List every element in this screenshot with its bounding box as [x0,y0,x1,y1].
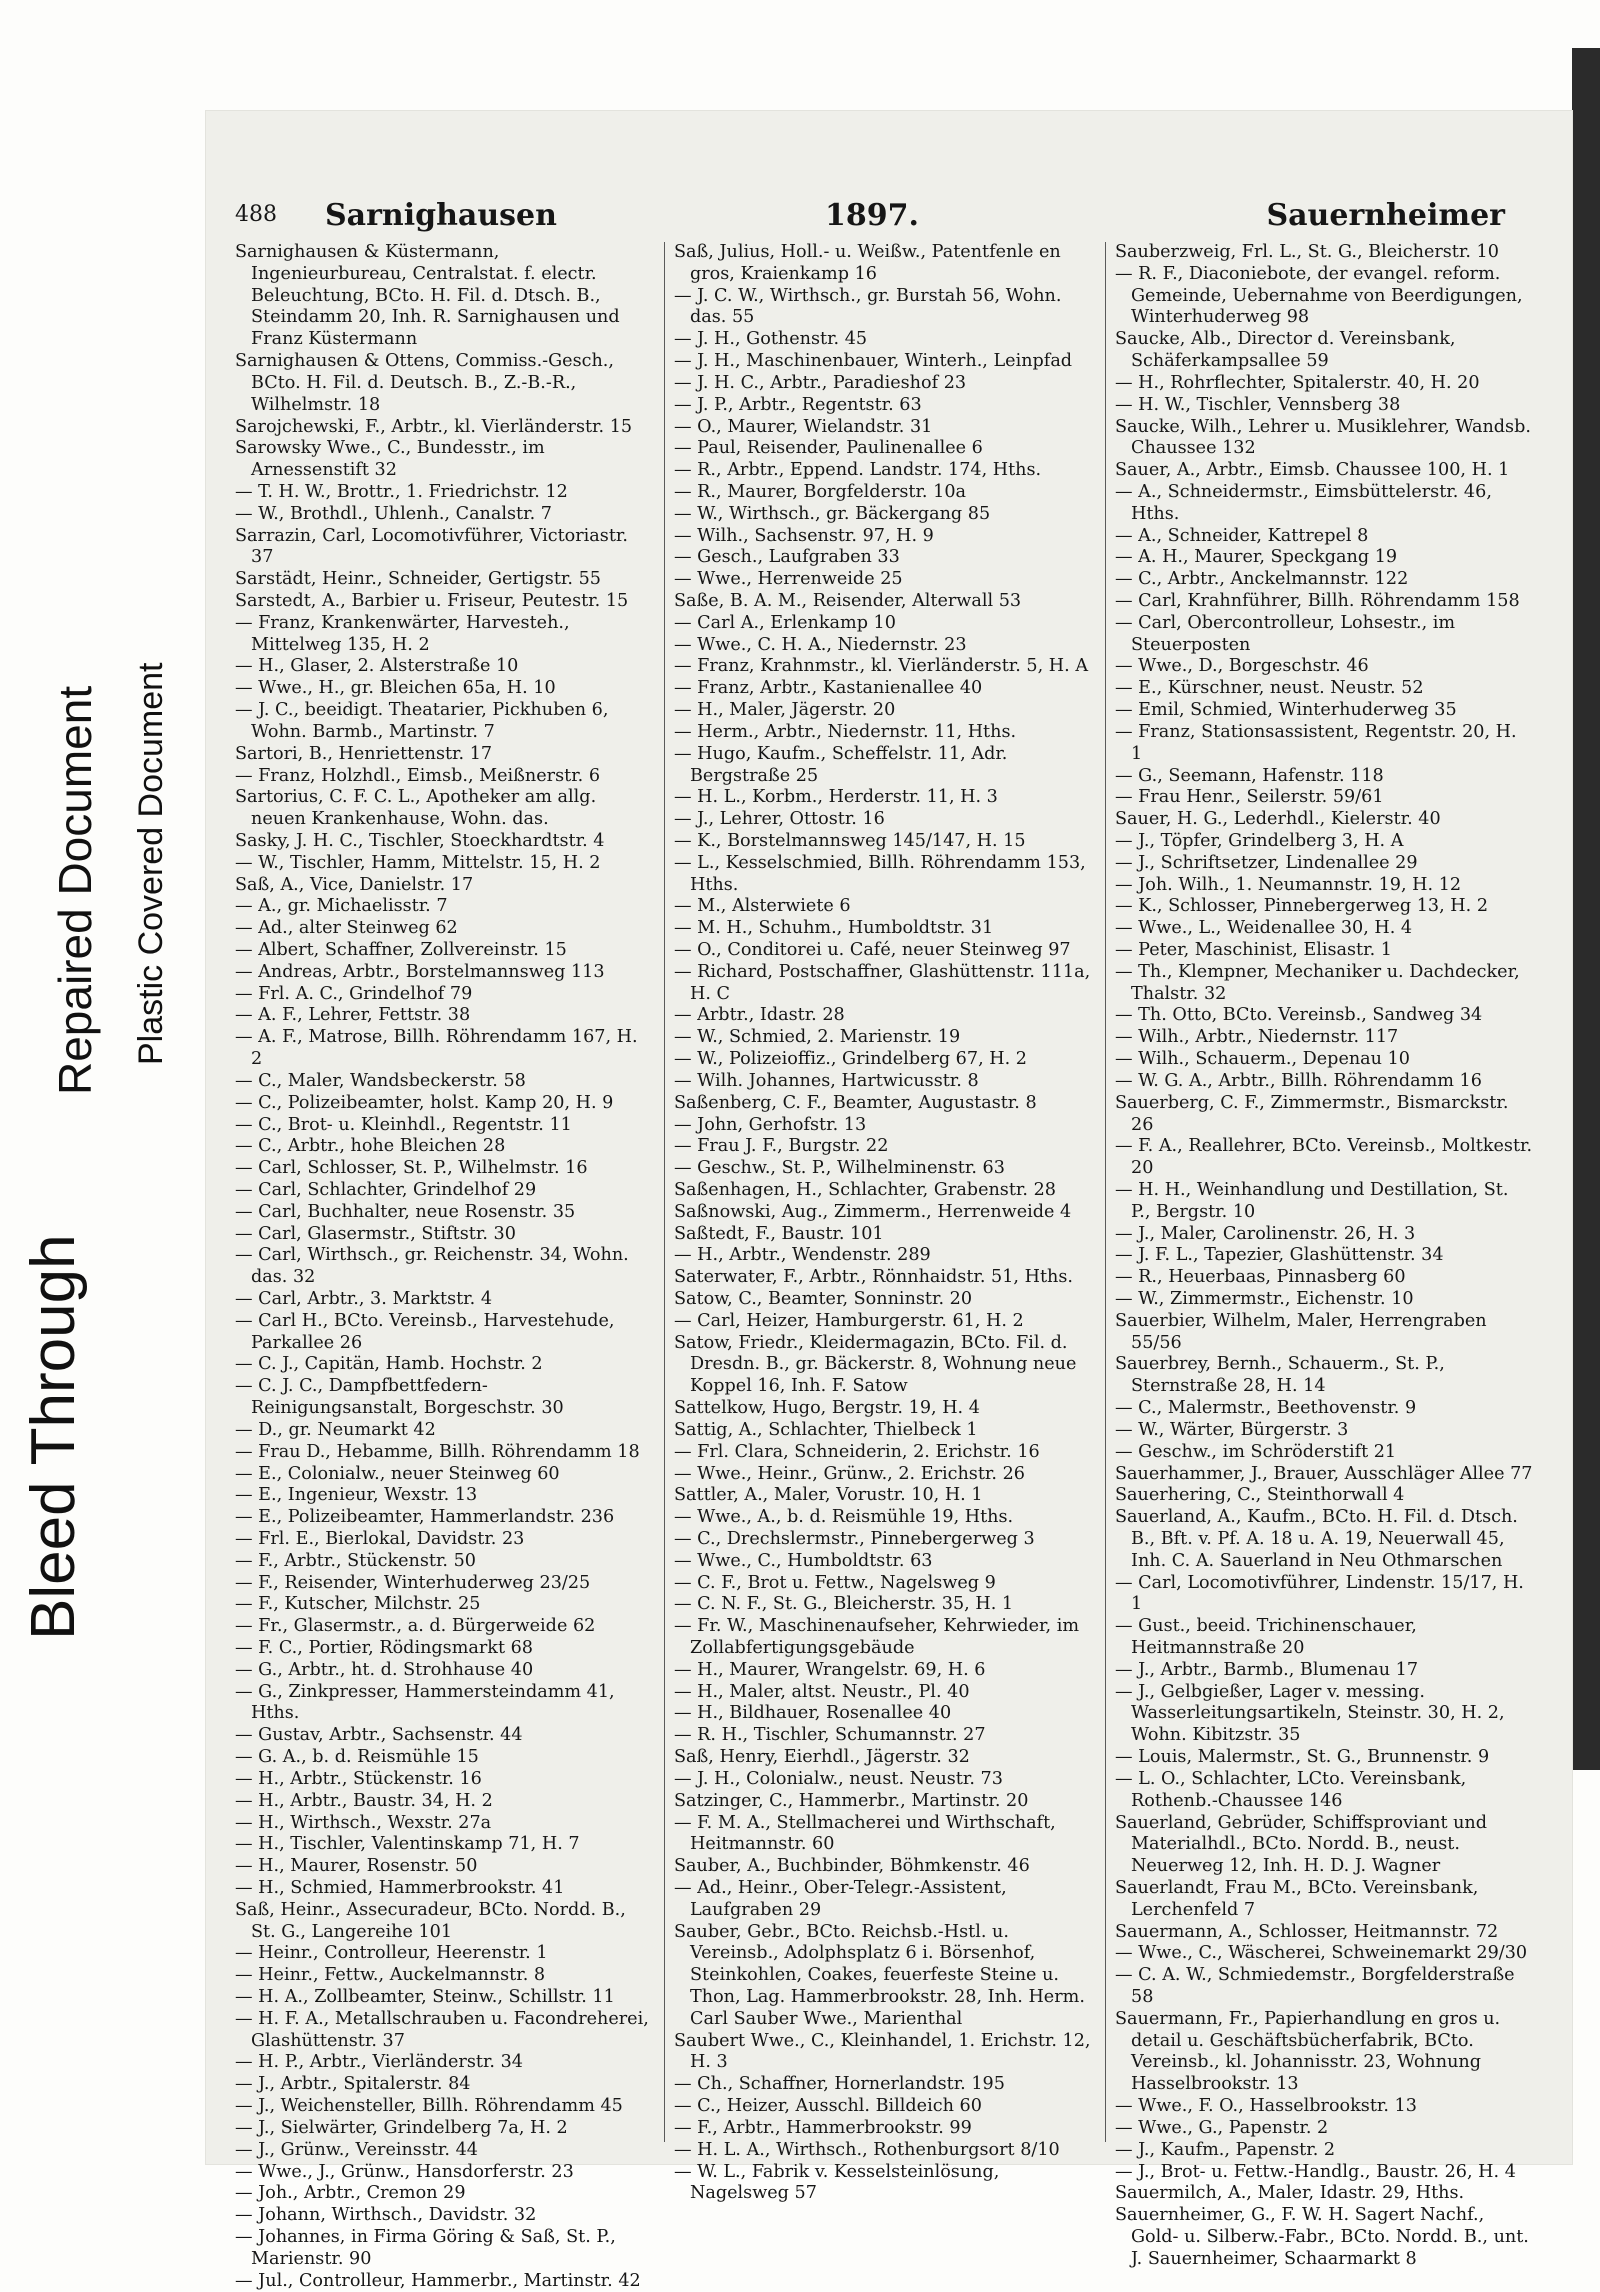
directory-entry: Saße, B. A. M., Reisender, Alterwall 53 [674,591,1022,611]
directory-entry: — C. N. F., St. G., Bleicherstr. 35, H. 1 [674,1594,1014,1615]
directory-entry: — W., Tischler, Hamm, Mittelstr. 15, H. 2 [235,852,601,873]
directory-entry: — Ad., alter Steinweg 62 [235,918,458,939]
directory-entry: — H. F. A., Metallschrauben u. Facondreherei, Glashüttenstr. 37 [235,2008,649,2051]
column-1 [235,242,653,2291]
directory-entry: — C. A. W., Schmiedemstr., Borgfelderstraße 58 [1115,1965,1515,2007]
directory-entry: — Peter, Maschinist, Elisastr. 1 [1115,940,1392,960]
directory-entry: — Carl A., Erlenkamp 10 [674,612,896,633]
directory-entry: — H., Maurer, Rosenstr. 50 [235,1856,478,1877]
directory-entry: Sauermilch, A., Maler, Idastr. 29, Hths. [1115,2183,1465,2204]
directory-entry: Sartori, B., Henriettenstr. 17 [235,743,493,764]
directory-entry: — A. F., Lehrer, Fettstr. 38 [235,1005,471,1026]
directory-entry: — Emil, Schmied, Winterhuderweg 35 [1115,700,1457,721]
directory-entry: — Wwe., H., gr. Bleichen 65a, H. 10 [235,678,556,699]
directory-entry: — F., Reisender, Winterhuderweg 23/25 [235,1572,591,1593]
directory-entry: — J., Sielwärter, Grindelberg 7a, H. 2 [235,2117,568,2138]
directory-entry: Saßnowski, Aug., Zimmerm., Herrenweide 4 [674,1201,1072,1222]
column-divider [664,242,665,2142]
directory-entry: — Louis, Malermstr., St. G., Brunnenstr. 9 [1115,1747,1490,1768]
right-edge-bar [1572,48,1600,1770]
directory-entry: — G., Arbtr., ht. d. Strohhause 40 [235,1659,534,1680]
directory-entry: — J., Töpfer, Grindelberg 3, H. A [1115,830,1404,851]
directory-entry: Saß, Heinr., Assecuradeur, BCto. Nordd. B., St. G., Langereihe 101 [235,1899,626,1942]
directory-entry: — W., Schmied, 2. Marienstr. 19 [674,1027,961,1048]
directory-entry: Saterwater, F., Arbtr., Rönnhaidstr. 51, Hths. [674,1267,1073,1288]
directory-entry: — C., Arbtr., Anckelmannstr. 122 [1115,569,1409,590]
directory-entry: Sauerbrey, Bernh., Schauerm., St. P., Sternstraße 28, H. 14 [1115,1354,1445,1397]
directory-entry: — J. H. C., Arbtr., Paradieshof 23 [674,372,967,393]
directory-columns [235,242,1547,2291]
directory-entry: — J., Brot- u. Fettw.-Handlg., Baustr. 26, H. 4 [1115,2161,1516,2182]
directory-entry: Sauerland, A., Kaufm., BCto. H. Fil. d. Dtsch. B., Bft. v. Pf. A. 18 u. A. 19, Neuerwall 45, Inh. C. A. Sauerland in Neu Othmarschen [1115,1507,1518,1571]
directory-entry: — Franz, Holzhdl., Eimsb., Meißnerstr. 6 [235,765,601,786]
directory-entry: Saucke, Wilh., Lehrer u. Musiklehrer, Wandsb. Chaussee 132 [1115,416,1531,459]
directory-entry: Sauber, Gebr., BCto. Reichsb.-Hstl. u. Vereinsb., Adolphsplatz 6 i. Börsenhof, Steinkohlen, Coakes, feuerfeste Steine u. Thon, Lag. Hammerbrookstr. 28, Inh. Herm. Carl Sauber Wwe., Marienthal [674,1921,1085,2029]
directory-entry: — H. P., Arbtr., Vierländerstr. 34 [235,2052,523,2073]
directory-entry: — Geschw., St. P., Wilhelminenstr. 63 [674,1158,1005,1179]
directory-entry: — Wilh., Schauerm., Depenau 10 [1115,1049,1410,1070]
repaired-document-label: Repaired Document [49,685,101,1095]
directory-entry: — H., Tischler, Valentinskamp 71, H. 7 [235,1834,580,1855]
directory-entry: — Carl, Arbtr., 3. Marktstr. 4 [235,1289,493,1309]
directory-entry: — C. J., Capitän, Hamb. Hochstr. 2 [235,1354,543,1375]
directory-entry: — Frl. A. C., Grindelhof 79 [235,983,473,1004]
directory-entry: — Carl, Heizer, Hamburgerstr. 61, H. 2 [674,1310,1024,1331]
directory-entry: — O., Maurer, Wielandstr. 31 [674,416,933,437]
directory-entry: — Geschw., im Schröderstift 21 [1115,1441,1397,1462]
directory-entry: Sauberzweig, Frl. L., St. G., Bleicherstr. 10 [1115,242,1499,262]
directory-entry: — E., Ingenieur, Wexstr. 13 [235,1485,478,1506]
directory-entry: — Johannes, in Firma Göring & Saß, St. P., Marienstr. 90 [235,2226,616,2269]
directory-entry: — C., Polizeibeamter, holst. Kamp 20, H. 9 [235,1092,614,1113]
directory-entry: — Wwe., C., Wäscherei, Schweinemarkt 29/30 [1115,1943,1528,1964]
directory-entry: Sauerlandt, Frau M., BCto. Vereinsbank, Lerchenfeld 7 [1115,1877,1479,1920]
directory-entry: — Wilh., Arbtr., Niedernstr. 117 [1115,1027,1399,1048]
column-2 [674,242,1092,2204]
directory-entry: Saucke, Alb., Director d. Vereinsbank, Schäferkampsallee 59 [1115,329,1456,372]
directory-entry: — H., Arbtr., Wendenstr. 289 [674,1245,931,1266]
header-year: 1897. [825,198,919,233]
directory-entry: — Frl. E., Bierlokal, Davidstr. 23 [235,1528,525,1549]
directory-entry: Sauerhammer, J., Brauer, Ausschläger Allee 77 [1115,1463,1533,1484]
directory-entry: — H. L., Korbm., Herderstr. 11, H. 3 [674,787,998,808]
directory-entry: — A., gr. Michaelisstr. 7 [235,896,448,917]
column-3 [1115,242,1533,2269]
directory-entry: — A., Schneider, Kattrepel 8 [1115,525,1369,546]
header-left-name: Sarnighausen [325,198,557,233]
directory-entry: — H., Arbtr., Baustr. 34, H. 2 [235,1790,493,1811]
directory-entry: — Franz, Krahnmstr., kl. Vierländerstr. 5, H. A [674,656,1089,677]
directory-entry: Sauer, H. G., Lederhdl., Kielerstr. 40 [1115,809,1441,830]
directory-entry: — H., Schmied, Hammerbrookstr. 41 [235,1877,565,1898]
directory-entry: — H. A., Zollbeamter, Steinw., Schillstr. 11 [235,1987,615,2007]
directory-entry: — Wwe., C., Humboldtstr. 63 [674,1550,933,1571]
directory-entry: — Carl, Schlachter, Grindelhof 29 [235,1179,537,1200]
directory-entry: — Joh. Wilh., 1. Neumannstr. 19, H. 12 [1115,874,1462,895]
directory-entry: — H., Glaser, 2. Alsterstraße 10 [235,656,519,677]
directory-entry: Sattler, A., Maler, Vorustr. 10, H. 1 [674,1485,983,1506]
directory-entry: — H., Maler, Jägerstr. 20 [674,700,896,721]
directory-entry: Sauermann, Fr., Papierhandlung en gros u. detail u. Geschäftsbücherfabrik, BCto. Vereinsb., kl. Johannisstr. 23, Wohnung Hasselbrookstr. 13 [1115,2008,1501,2095]
plastic-covered-label: Plastic Covered Document [132,662,170,1065]
directory-entry: — Th. Otto, BCto. Vereinsb., Sandweg 34 [1115,1005,1483,1026]
directory-entry: — H., Rohrflechter, Spitalerstr. 40, H. 20 [1115,372,1480,393]
directory-entry: — J., Lehrer, Ottostr. 16 [674,809,885,830]
directory-entry: — W., Wärter, Bürgerstr. 3 [1115,1419,1349,1440]
directory-entry: Sarnighausen & Ottens, Commiss.-Gesch., BCto. H. Fil. d. Deutsch. B., Z.-B.-R., Wilhelmstr. 18 [235,351,614,415]
directory-entry: — O., Conditorei u. Café, neuer Steinweg 97 [674,940,1071,960]
directory-entry: — J., Kaufm., Papenstr. 2 [1115,2139,1336,2160]
directory-entry: — Carl, Wirthsch., gr. Reichenstr. 34, Wohn. das. 32 [235,1245,629,1288]
directory-entry: Saß, A., Vice, Danielstr. 17 [235,874,474,895]
directory-entry: — A. H., Maurer, Speckgang 19 [1115,547,1398,568]
directory-entry: — Franz, Stationsassistent, Regentstr. 20, H. 1 [1115,721,1517,764]
directory-entry: — H. L. A., Wirthsch., Rothenburgsort 8/10 [674,2139,1060,2160]
directory-entry: Sauer, A., Arbtr., Eimsb. Chaussee 100, H. 1 [1115,460,1510,481]
directory-entry: — J., Arbtr., Spitalerstr. 84 [235,2074,471,2095]
directory-entry: Satzinger, C., Hammerbr., Martinstr. 20 [674,1790,1029,1811]
directory-entry: Sattig, A., Schlachter, Thielbeck 1 [674,1419,978,1440]
directory-entry: Saubert Wwe., C., Kleinhandel, 1. Erichstr. 12, H. 3 [674,2030,1091,2073]
directory-entry: Sarowsky Wwe., C., Bundesstr., im Arnessenstift 32 [235,438,545,481]
directory-entry: — D., gr. Neumarkt 42 [235,1419,436,1440]
bleed-through-label: Bleed Through [19,1234,88,1640]
directory-entry: — M., Alsterwiete 6 [674,896,851,917]
directory-entry: — Herm., Arbtr., Niedernstr. 11, Hths. [674,721,1017,742]
directory-entry: — C. J. C., Dampfbettfedern-Reinigungsanstalt, Borgeschstr. 30 [235,1376,564,1419]
directory-entry: — R., Heuerbaas, Pinnasberg 60 [1115,1267,1406,1288]
directory-entry: — R., Maurer, Borgfelderstr. 10a [674,481,966,502]
directory-entry: — J. F. L., Tapezier, Glashüttenstr. 34 [1115,1245,1444,1266]
directory-entry: — Wwe., J., Grünw., Hansdorferstr. 23 [235,2161,574,2182]
directory-entry: — F. C., Portier, Rödingsmarkt 68 [235,1638,533,1658]
directory-entry: — G. A., b. d. Reismühle 15 [235,1747,479,1768]
directory-entry: — Carl, Locomotivführer, Lindenstr. 15/17, H. 1 [1115,1572,1524,1615]
directory-entry: — Johann, Wirthsch., Davidstr. 32 [235,2205,537,2226]
directory-entry: — W., Wirthsch., gr. Bäckergang 85 [674,503,991,524]
directory-entry: — Wilh., Sachsenstr. 97, H. 9 [674,525,934,546]
directory-entry: — R. H., Tischler, Schumannstr. 27 [674,1725,986,1746]
directory-entry: — H., Maurer, Wrangelstr. 69, H. 6 [674,1659,986,1680]
directory-entry: — F., Arbtr., Stückenstr. 50 [235,1550,476,1571]
directory-entry: — J., Schriftsetzer, Lindenallee 29 [1115,852,1418,873]
page-number: 488 [235,202,277,227]
directory-entry: Satow, Friedr., Kleidermagazin, BCto. Fil. d. Dresdn. B., gr. Bäckerstr. 8, Wohnung neue Koppel 16, Inh. F. Satow [674,1332,1077,1397]
directory-entry: — John, Gerhofstr. 13 [674,1114,867,1135]
directory-entry: — C., Drechslermstr., Pinnebergerweg 3 [674,1528,1035,1549]
directory-entry: — H. W., Tischler, Vennsberg 38 [1115,394,1401,415]
directory-entry: — Jul., Controlleur, Hammerbr., Martinstr. 42 [235,2270,641,2291]
page-header [235,196,1545,240]
directory-entry: — C., Maler, Wandsbeckerstr. 58 [235,1070,526,1091]
directory-entry: Sauerhering, C., Steinthorwall 4 [1115,1485,1405,1506]
directory-entry: — Carl H., BCto. Vereinsb., Harvestehude, Parkallee 26 [235,1310,615,1353]
directory-entry: — W., Zimmermstr., Eichenstr. 10 [1115,1289,1414,1309]
directory-entry: — F. M. A., Stellmacherei und Wirthschaft, Heitmannstr. 60 [674,1812,1056,1855]
directory-entry: — A., Schneidermstr., Eimsbüttelerstr. 46, Hths. [1115,481,1492,524]
directory-entry: — Wwe., Heinr., Grünw., 2. Erichstr. 26 [674,1463,1025,1484]
directory-entry: — J., Maler, Carolinenstr. 26, H. 3 [1115,1223,1416,1244]
directory-entry: — F. A., Reallehrer, BCto. Vereinsb., Moltkestr. 20 [1115,1136,1533,1179]
directory-entry: — E., Polizeibeamter, Hammerlandstr. 236 [235,1507,615,1528]
directory-entry: — Gust., beeid. Trichinenschauer, Heitmannstraße 20 [1115,1616,1417,1658]
directory-entry: Sasky, J. H. C., Tischler, Stoeckhardtstr. 4 [235,830,605,851]
directory-entry: — Franz, Krankenwärter, Harvesteh., Mittelweg 135, H. 2 [235,612,570,655]
directory-entry: — E., Colonialw., neuer Steinweg 60 [235,1463,560,1484]
directory-entry: — Carl, Obercontrolleur, Lohsestr., im Steuerposten [1115,612,1456,655]
directory-entry: — Hugo, Kaufm., Scheffelstr. 11, Adr. Bergstraße 25 [674,743,1008,786]
directory-entry: Sarstädt, Heinr., Schneider, Gertigstr. 55 [235,569,601,590]
directory-entry: — Heinr., Controlleur, Heerenstr. 1 [235,1943,548,1964]
directory-entry: — Gesch., Laufgraben 33 [674,547,900,568]
header-right-name: Sauernheimer [1266,198,1505,233]
directory-entry: — C., Malermstr., Beethovenstr. 9 [1115,1398,1417,1419]
directory-entry: Sauermann, A., Schlosser, Heitmannstr. 72 [1115,1921,1499,1942]
directory-entry: — J. H., Maschinenbauer, Winterh., Leinpfad [674,351,1073,372]
directory-entry: Sarrazin, Carl, Locomotivführer, Victoriastr. 37 [235,525,628,568]
directory-entry: — J., Grünw., Vereinsstr. 44 [235,2139,478,2160]
directory-entry: — M. H., Schuhm., Humboldtstr. 31 [674,918,994,939]
directory-entry: Sauerberg, C. F., Zimmermstr., Bismarckstr. 26 [1115,1092,1509,1135]
directory-entry: — Carl, Krahnführer, Billh. Röhrendamm 158 [1115,591,1520,611]
directory-entry: — C., Arbtr., hohe Bleichen 28 [235,1136,506,1157]
directory-entry: — Wwe., A., b. d. Reismühle 19, Hths. [674,1507,1014,1528]
directory-entry: — K., Borstelmannsweg 145/147, H. 15 [674,830,1026,851]
directory-entry: Satow, C., Beamter, Sonninstr. 20 [674,1289,973,1309]
directory-entry: — E., Kürschner, neust. Neustr. 52 [1115,678,1424,699]
directory-entry: Saßenhagen, H., Schlachter, Grabenstr. 28 [674,1179,1056,1200]
directory-entry: — Fr., Glasermstr., a. d. Bürgerweide 62 [235,1616,596,1637]
directory-entry: — J. P., Arbtr., Regentstr. 63 [674,394,922,415]
left-margin-area [0,0,200,2177]
directory-entry: Saßenberg, C. F., Beamter, Augustastr. 8 [674,1092,1037,1113]
directory-entry: — Wwe., F. O., Hasselbrookstr. 13 [1115,2096,1417,2117]
directory-entry: — J. H., Colonialw., neust. Neustr. 73 [674,1768,1003,1789]
directory-entry: Sarnighausen & Küstermann, Ingenieurbureau, Centralstat. f. electr. Beleuchtung, BCto. H. Fil. d. Dtsch. B., Steindamm 20, Inh. R. Sarnighausen und Franz Küstermann [235,242,620,350]
directory-entry: Saßtedt, F., Baustr. 101 [674,1223,884,1244]
directory-entry: Sauerland, Gebrüder, Schiffsproviant und Materialhdl., BCto. Nordd. B., neust. Neuerweg 12, Inh. H. D. J. Wagner [1115,1812,1488,1877]
directory-entry: — Gustav, Arbtr., Sachsenstr. 44 [235,1725,523,1746]
directory-entry: — Th., Klempner, Mechaniker u. Dachdecker, Thalstr. 32 [1115,961,1520,1004]
column-divider [1105,242,1106,2142]
directory-entry: — H., Maler, altst. Neustr., Pl. 40 [674,1681,970,1702]
scanned-page [205,110,1573,2291]
directory-entry: — H. H., Weinhandlung und Destillation, St. P., Bergstr. 10 [1115,1179,1509,1222]
directory-entry: — J. C. W., Wirthsch., gr. Burstah 56, Wohn. das. 55 [674,285,1062,328]
directory-entry: — Fr. W., Maschinenaufseher, Kehrwieder, im Zollabfertigungsgebäude [674,1616,1080,1658]
directory-entry: — C., Brot- u. Kleinhdl., Regentstr. 11 [235,1114,572,1135]
directory-entry: — Wwe., D., Borgeschstr. 46 [1115,656,1369,677]
directory-entry: — Ad., Heinr., Ober-Telegr.-Assistent, Laufgraben 29 [674,1877,1007,1920]
directory-entry: — Franz, Arbtr., Kastanienallee 40 [674,678,983,699]
directory-entry: — Albert, Schaffner, Zollvereinstr. 15 [235,940,567,960]
directory-entry: — W., Polizeioffiz., Grindelberg 67, H. 2 [674,1049,1027,1070]
directory-entry: — H., Wirthsch., Wexstr. 27a [235,1812,492,1833]
directory-entry: Sauerbier, Wilhelm, Maler, Herrengraben 55/56 [1115,1310,1487,1353]
directory-entry: — Wwe., G., Papenstr. 2 [1115,2117,1329,2138]
directory-entry: — W. G. A., Arbtr., Billh. Röhrendamm 16 [1115,1070,1482,1091]
directory-entry: Sattelkow, Hugo, Bergstr. 19, H. 4 [674,1398,980,1419]
directory-entry: — Wwe., Herrenweide 25 [674,569,903,590]
directory-entry: — Carl, Buchhalter, neue Rosenstr. 35 [235,1201,576,1222]
directory-entry: — G., Seemann, Hafenstr. 118 [1115,765,1384,786]
directory-entry: — J., Weichensteller, Billh. Röhrendamm 45 [235,2096,623,2117]
directory-entry: — Frl. Clara, Schneiderin, 2. Erichstr. 16 [674,1441,1040,1462]
directory-entry: — W. L., Fabrik v. Kesselsteinlösung, Nagelsweg 57 [674,2161,1000,2204]
directory-entry: Sauernheimer, G., F. W. H. Sagert Nachf., Gold- u. Silberw.-Fabr., BCto. Nordd. B., unt. J. Sauernheimer, Schaarmarkt 8 [1115,2205,1529,2269]
directory-entry: — Frau D., Hebamme, Billh. Röhrendamm 18 [235,1441,640,1462]
directory-entry: — H., Bildhauer, Rosenallee 40 [674,1703,952,1724]
directory-entry: — J. C., beeidigt. Theatarier, Pickhuben 6, Wohn. Barmb., Martinstr. 7 [235,700,609,742]
directory-entry: — Heinr., Fettw., Auckelmannstr. 8 [235,1965,546,1986]
directory-entry: — J., Arbtr., Barmb., Blumenau 17 [1115,1659,1419,1680]
directory-entry: — Wilh. Johannes, Hartwicusstr. 8 [674,1070,979,1091]
directory-entry: — L. O., Schlachter, LCto. Vereinsbank, Rothenb.-Chaussee 146 [1115,1768,1467,1811]
directory-entry: — Carl, Glasermstr., Stiftstr. 30 [235,1223,516,1244]
directory-entry: — Andreas, Arbtr., Borstelmannsweg 113 [235,961,605,982]
directory-entry: — W., Brothdl., Uhlenh., Canalstr. 7 [235,503,552,524]
directory-entry: — L., Kesselschmied, Billh. Röhrendamm 153, Hths. [674,852,1086,895]
directory-entry: Sartorius, C. F. C. L., Apotheker am allg. neuen Krankenhause, Wohn. das. [235,787,597,830]
directory-entry: — R. F., Diaconiebote, der evangel. reform. Gemeinde, Uebernahme von Beerdigungen, Winterhuderweg 98 [1115,263,1523,328]
directory-entry: — R., Arbtr., Eppend. Landstr. 174, Hths. [674,460,1042,481]
directory-entry: — F., Kutscher, Milchstr. 25 [235,1594,481,1615]
directory-entry: — K., Schlosser, Pinnebergerweg 13, H. 2 [1115,896,1489,917]
directory-entry: — J., Gelbgießer, Lager v. messing. Wasserleitungsartikeln, Steinstr. 30, H. 2, Wohn. Kibitzstr. 35 [1115,1681,1505,1746]
directory-entry: — Wwe., L., Weidenallee 30, H. 4 [1115,918,1413,939]
directory-entry: Sauber, A., Buchbinder, Böhmkenstr. 46 [674,1856,1030,1877]
directory-entry: — Richard, Postschaffner, Glashüttenstr. 111a, H. C [674,961,1091,1004]
directory-entry: — Carl, Schlosser, St. P., Wilhelmstr. 16 [235,1158,588,1179]
directory-entry: — C., Heizer, Ausschl. Billdeich 60 [674,2096,982,2117]
directory-entry: — G., Zinkpresser, Hammersteindamm 41, Hths. [235,1681,615,1724]
directory-entry: — Arbtr., Idastr. 28 [674,1005,845,1026]
directory-entry: — A. F., Matrose, Billh. Röhrendamm 167, H. 2 [235,1027,638,1070]
directory-entry: Saß, Henry, Eierhdl., Jägerstr. 32 [674,1747,970,1768]
directory-entry: — J. H., Gothenstr. 45 [674,329,868,350]
directory-entry: — H., Arbtr., Stückenstr. 16 [235,1768,482,1789]
directory-entry: — Ch., Schaffner, Hornerlandstr. 195 [674,2074,1005,2095]
directory-entry: Sarojchewski, F., Arbtr., kl. Vierländerstr. 15 [235,416,633,437]
directory-entry: — Wwe., C. H. A., Niedernstr. 23 [674,634,967,655]
directory-entry: — Frau Henr., Seilerstr. 59/61 [1115,787,1384,808]
directory-entry: Sarstedt, A., Barbier u. Friseur, Peutestr. 15 [235,591,629,611]
directory-entry: — Paul, Reisender, Paulinenallee 6 [674,438,983,459]
directory-entry: Saß, Julius, Holl.- u. Weißw., Patentfenle en gros, Kraienkamp 16 [674,242,1061,284]
directory-entry: — Frau J. F., Burgstr. 22 [674,1136,889,1157]
directory-entry: — C. F., Brot u. Fettw., Nagelsweg 9 [674,1572,996,1593]
directory-entry: — F., Arbtr., Hammerbrookstr. 99 [674,2117,972,2138]
directory-entry: — Joh., Arbtr., Cremon 29 [235,2183,466,2204]
directory-entry: — T. H. W., Brottr., 1. Friedrichstr. 12 [235,481,568,502]
